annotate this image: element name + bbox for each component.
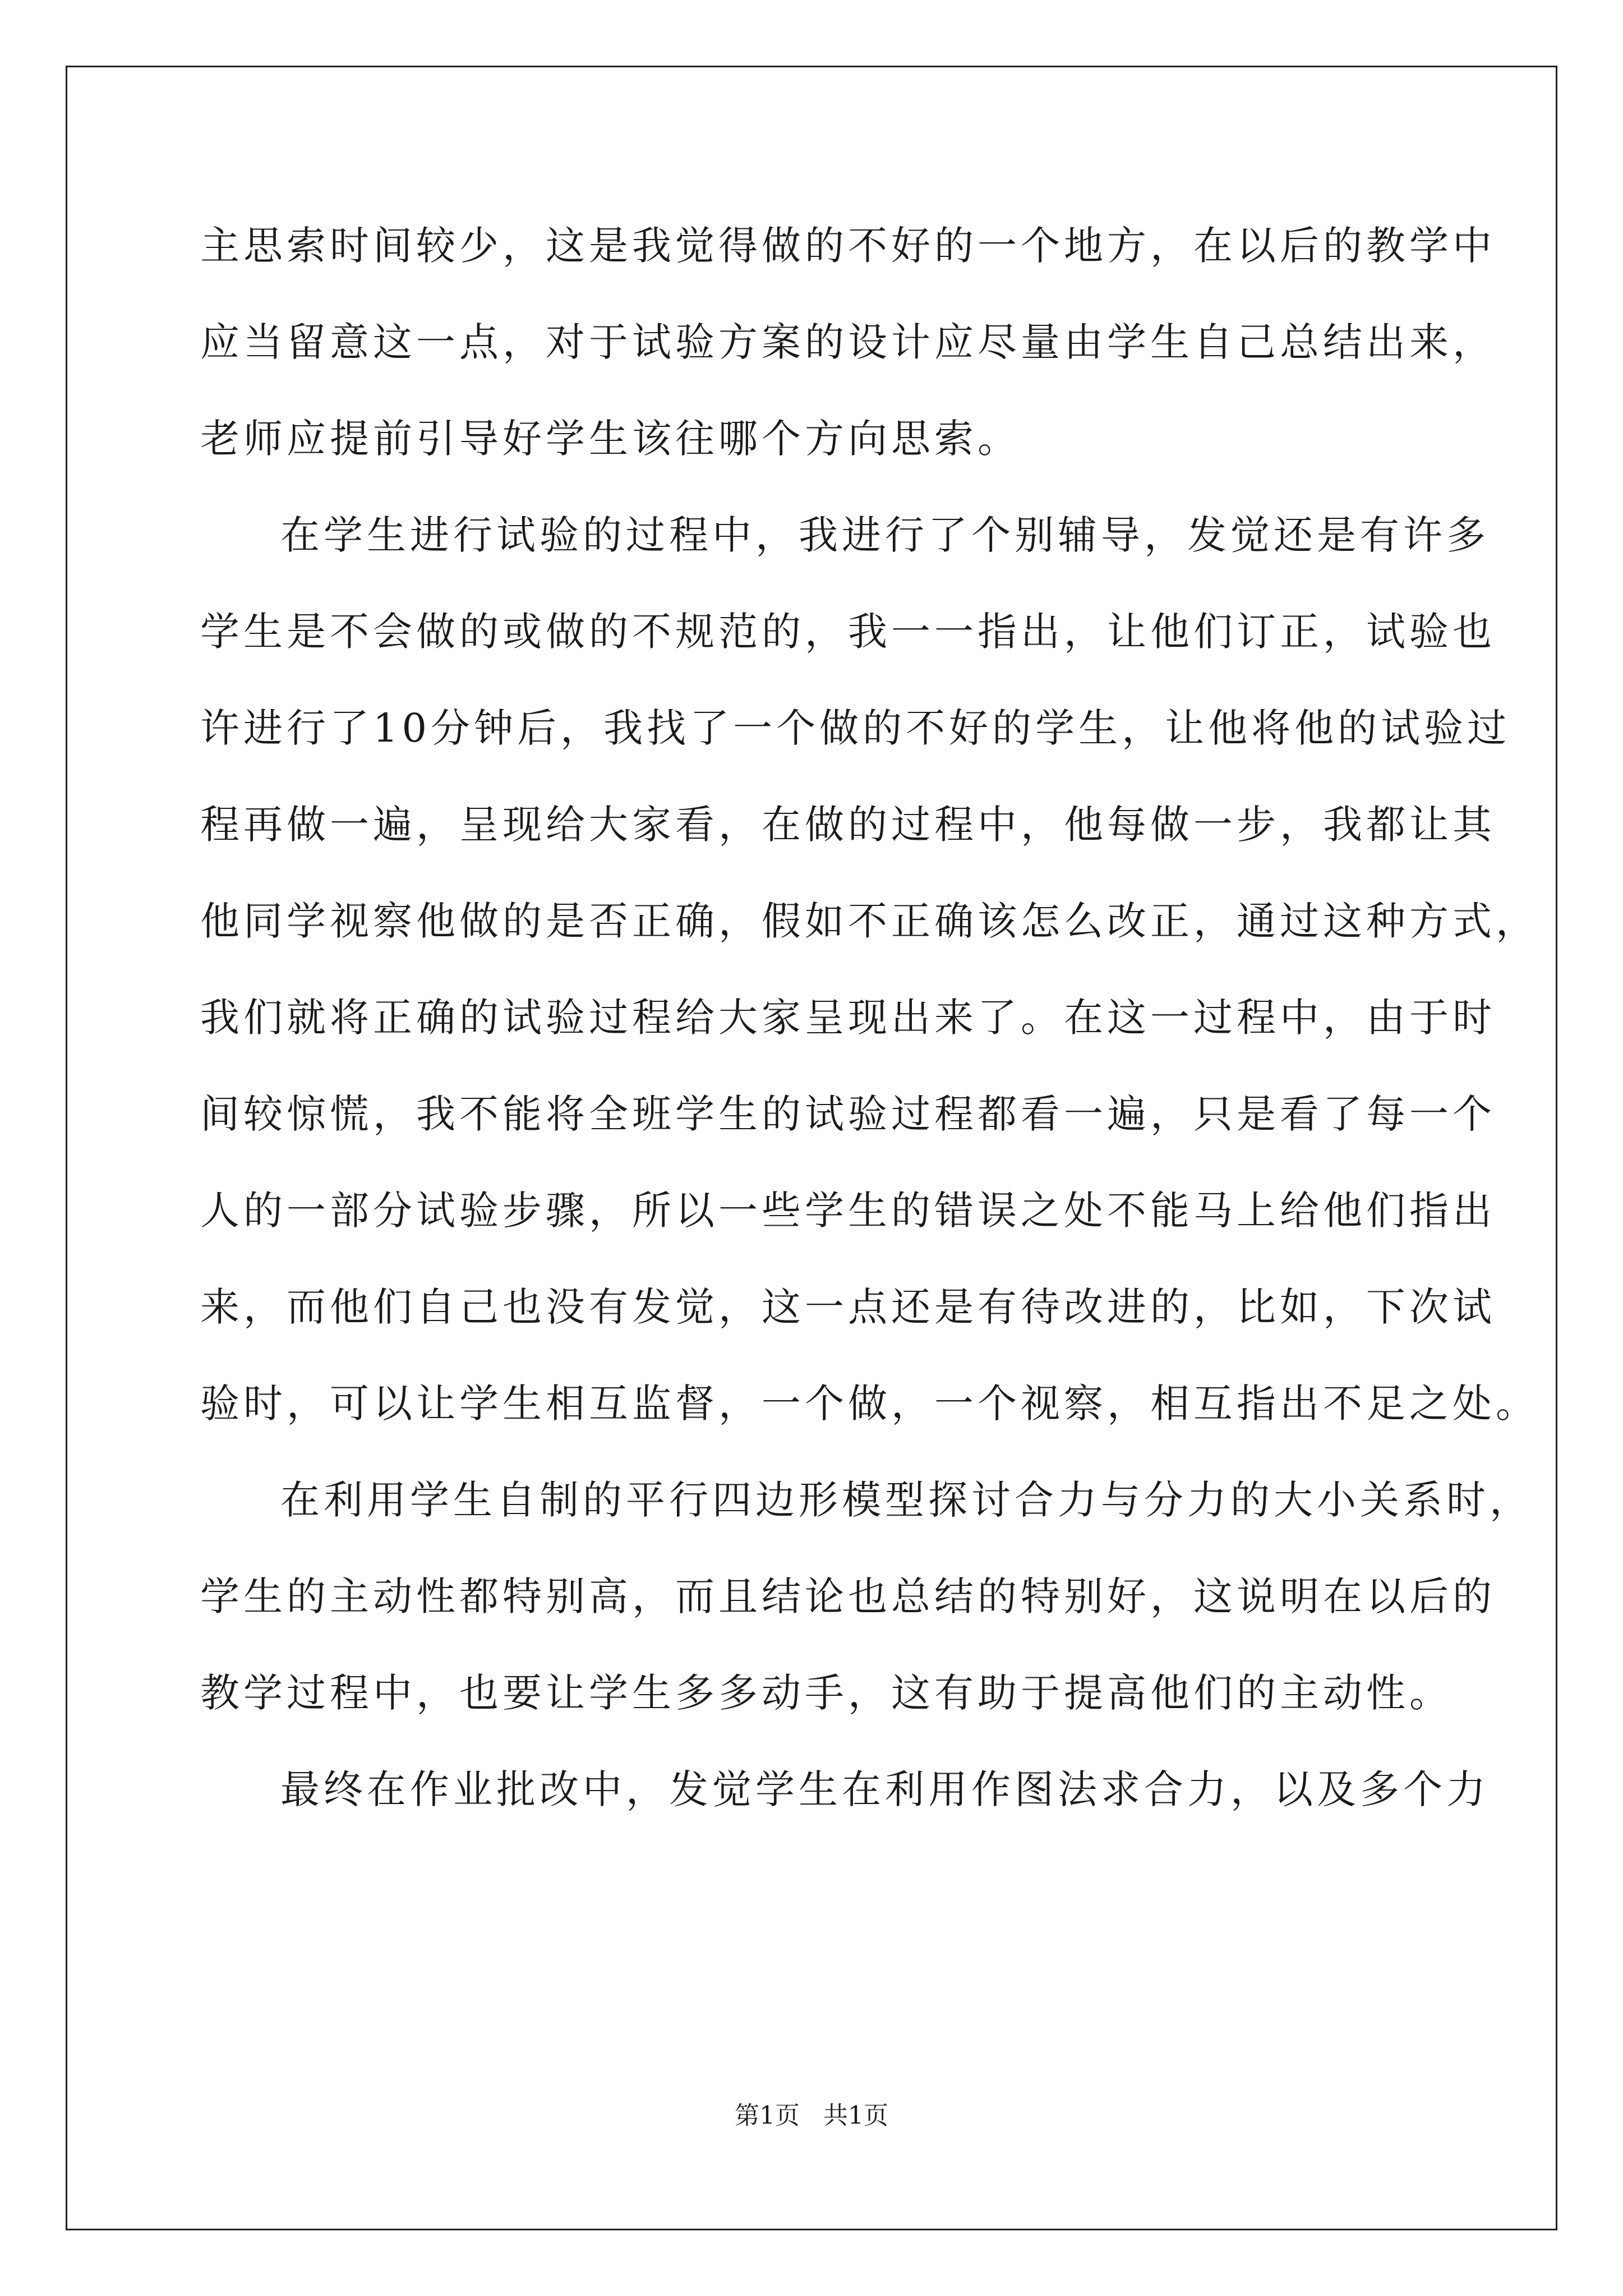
text-line: 程再做一遍，呈现给大家看，在做的过程中，他每做一步，我都让其: [200, 802, 1496, 848]
page-border: [66, 66, 1557, 2230]
text-line: 老师应提前引导好学生该往哪个方向思索。: [200, 416, 1021, 462]
text-line: 间较惊慌，我不能将全班学生的试验过程都看一遍，只是看了每一个: [200, 1091, 1496, 1137]
text-line: 学生的主动性都特别高，而且结论也总结的特别好，这说明在以后的: [200, 1573, 1496, 1619]
text-line: 人的一部分试验步骤，所以一些学生的错误之处不能马上给他们指出: [200, 1188, 1496, 1234]
text-line: 我们就将正确的试验过程给大家呈现出来了。在这一过程中，由于时: [200, 995, 1496, 1041]
page-number: 第1页 共1页: [735, 2101, 888, 2130]
text-line: 验时，可以让学生相互监督，一个做，一个视察，相互指出不足之处。: [200, 1381, 1539, 1427]
paragraph-first-line: 在利用学生自制的平行四边形模型探讨合力与分力的大小关系时，: [280, 1477, 1533, 1523]
text-line: 教学过程中，也要让学生多多动手，这有助于提高他们的主动性。: [200, 1670, 1453, 1716]
text-line: 学生是不会做的或做的不规范的，我一一指出，让他们订正，试验也: [200, 609, 1496, 655]
text-line: 他同学视察他做的是否正确，假如不正确该怎么改正，通过这种方式，: [200, 898, 1539, 944]
text-line: 许进行了10分钟后，我找了一个做的不好的学生，让他将他的试验过: [200, 705, 1511, 751]
text-line: 主思索时间较少，这是我觉得做的不好的一个地方，在以后的教学中: [200, 223, 1496, 269]
text-line: 来，而他们自己也没有发觉，这一点还是有待改进的，比如，下次试: [200, 1284, 1496, 1330]
text-line: 应当留意这一点，对于试验方案的设计应尽量由学生自己总结出来，: [200, 319, 1496, 365]
paragraph-first-line: 最终在作业批改中，发觉学生在利用作图法求合力，以及多个力: [280, 1766, 1490, 1812]
paragraph-first-line: 在学生进行试验的过程中，我进行了个别辅导，发觉还是有许多: [280, 512, 1490, 558]
